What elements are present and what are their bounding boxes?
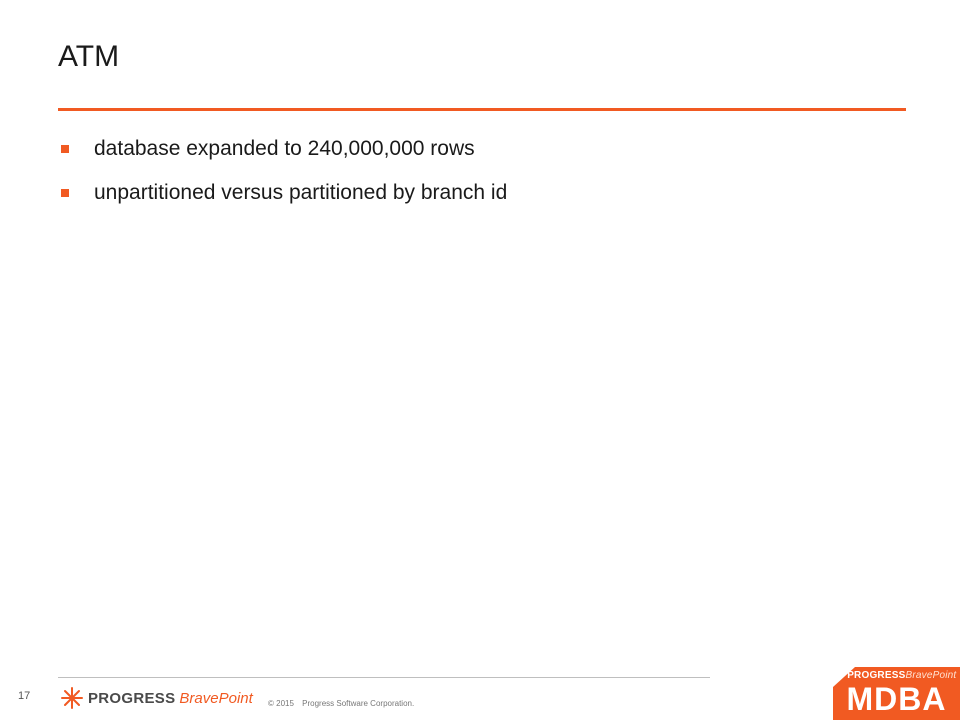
badge-top-sub: BravePoint [905, 670, 957, 681]
mdba-badge [833, 667, 960, 720]
footer-logo-wordmark: PROGRESS [88, 689, 176, 707]
bullet-text: database expanded to 240,000,000 rows [94, 137, 475, 160]
slide-title: ATM [58, 40, 120, 73]
copyright-year: © 2015 [268, 699, 294, 708]
badge-main: MDBA [846, 681, 947, 717]
bullet-list [58, 134, 507, 222]
square-bullet-icon [61, 189, 69, 197]
square-bullet-icon [61, 145, 69, 153]
progress-starburst-icon [60, 686, 84, 710]
bullet-item [58, 178, 507, 208]
footer-logo-sub: BravePoint [179, 689, 253, 707]
copyright-owner: Progress Software Corporation. [302, 699, 415, 708]
badge-top-brand: PROGRESS [847, 670, 906, 681]
badge-top [833, 670, 960, 681]
bullet-item [58, 134, 507, 164]
page-number: 17 [18, 690, 31, 702]
footer-divider [58, 677, 710, 678]
footer-logo [60, 686, 253, 710]
progress-starburst-icon: ✳ [836, 670, 846, 681]
copyright [268, 699, 414, 708]
title-divider [58, 108, 906, 111]
bullet-text: unpartitioned versus partitioned by branch id [94, 181, 508, 204]
